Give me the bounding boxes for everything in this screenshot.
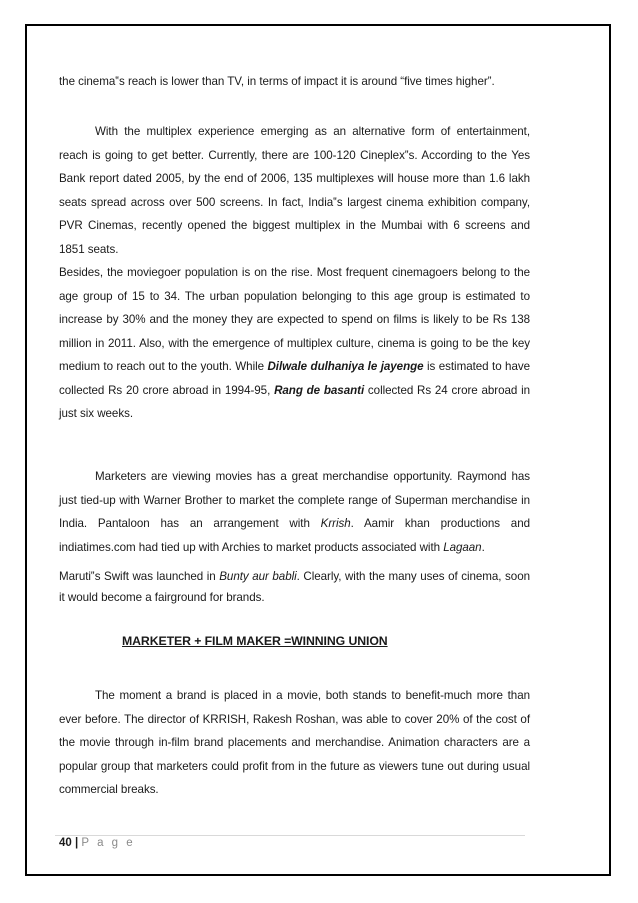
- footer-separator: |: [71, 837, 82, 849]
- paragraph-text: . Aamir khan productions and indiatimes.com had tied up with Archies to market products associated with: [59, 517, 530, 554]
- page-number: 40: [59, 837, 72, 849]
- page-footer: [59, 837, 135, 849]
- paragraph-text: Marketers are viewing movies has a great merchandise opportunity. Raymond has just tied-up with Warner Brother to market the complete range of Superman merchandise in India. Pantaloon has an arrangement with: [59, 470, 530, 530]
- paragraph-text: With the multiplex experience emerging as an alternative form of entertainment, reach is going to get better. Currently, there are 100-120 Cineplex‟s. According to the Yes Bank report dated 2005, by the end of 2006, 135 multiplexes will house more than 1.6 lakh seats spread across over 500 screens. In fact, India‟s largest cinema exhibition company, PVR Cinemas, recently opened the biggest multiplex in the Mumbai with 6 screens and 1851 seats.: [59, 125, 530, 256]
- film-title: Lagaan: [443, 540, 482, 554]
- paragraph-cinema-reach: [59, 70, 530, 94]
- film-title: Krrish: [320, 517, 351, 530]
- page-label: P a g e: [81, 837, 136, 849]
- film-title: Bunty aur babli: [219, 570, 297, 583]
- paragraph-text: . Clearly, with the many uses of cinema, soon it would become a fairground for brands.: [59, 570, 530, 604]
- paragraph-text: is estimated to have collected Rs 20 crore abroad in 1994-95,: [59, 360, 530, 397]
- paragraph-text: Besides, the moviegoer population is on the rise. Most frequent cinemagoers belong to the age group of 15 to 34. The urban population belonging to this age group is estimated to increase by 30% and the money they are expected to spend on films is likely to be Rs 138 million in 2011. Also, with the emergence of multiplex culture, cinema is going to be the key medium to reach out to the youth. While: [59, 266, 530, 373]
- paragraph-text: Maruti‟s Swift was launched in: [59, 570, 220, 583]
- section-heading: MARKETER + FILM MAKER =WINNING UNION: [122, 634, 388, 648]
- paragraph-moviegoers: [59, 261, 530, 426]
- film-title: Rang de basanti: [274, 383, 365, 397]
- paragraph-text: .: [481, 540, 485, 554]
- paragraph-brand-placement: [59, 684, 530, 802]
- film-title: Dilwale dulhaniya le jayenge: [267, 360, 424, 373]
- paragraph-text: The moment a brand is placed in a movie, both stands to benefit-much more than ever before. The director of KRRISH, Rakesh Roshan, was able to cover 20% of the cost of the movie through in-film brand placements and merchandise. Animation characters are a popular group that marketers could profit from in the future as viewers tune out during usual commercial breaks.: [59, 689, 530, 796]
- paragraph-maruti: [59, 567, 530, 608]
- paragraph-merchandise: [59, 465, 530, 559]
- paragraph-text: the cinema‟s reach is lower than TV, in terms of impact it is around “five times higher”.: [59, 75, 495, 88]
- paragraph-text: collected Rs 24 crore abroad in just six weeks.: [59, 383, 531, 420]
- footer-divider: [55, 835, 525, 836]
- paragraph-multiplex: [59, 120, 530, 261]
